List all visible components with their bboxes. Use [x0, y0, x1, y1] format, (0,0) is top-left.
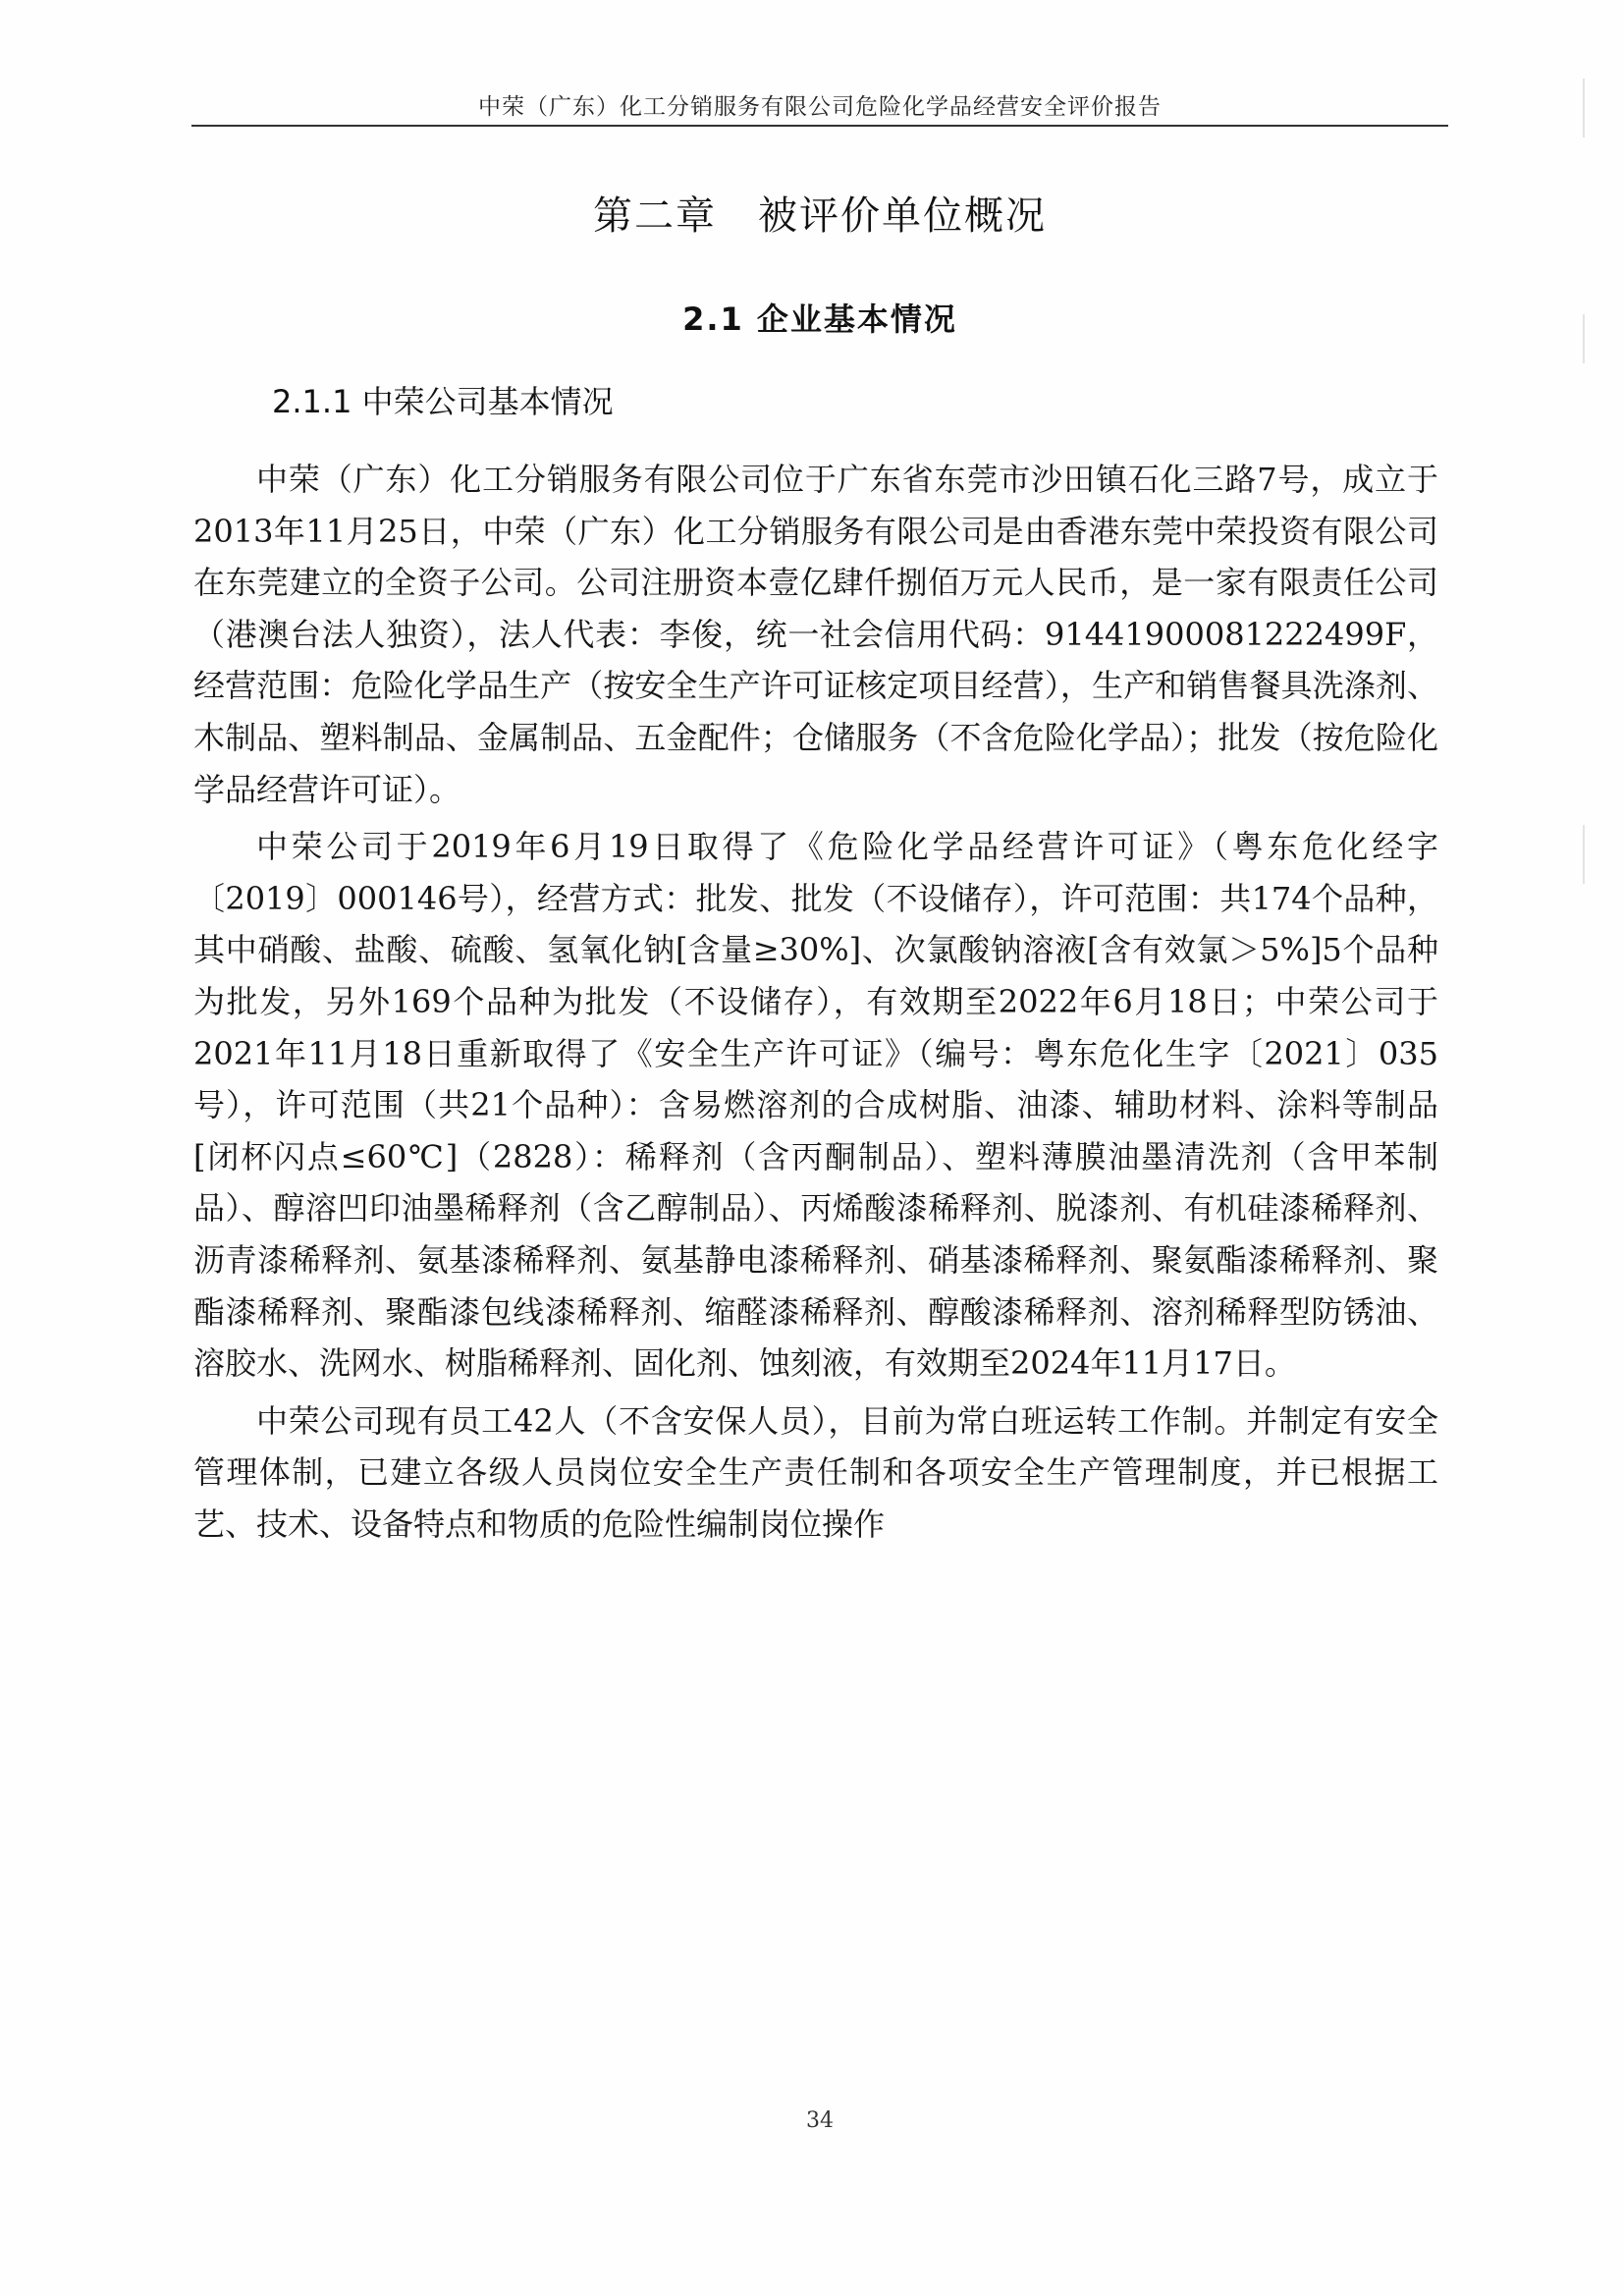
subsection-title: 2.1.1 中荣公司基本情况: [272, 383, 614, 420]
chapter-title: 第二章 被评价单位概况: [593, 193, 1047, 239]
page-number: 34: [806, 2108, 834, 2133]
section-title: 2.1 企业基本情况: [682, 301, 957, 338]
scan-artifact: [1583, 79, 1585, 137]
paragraph-staff: 中荣公司现有员工42人（不含安保人员），目前为常白班运转工作制。并制定有安全管理体制，已建立各级人员岗位安全生产责任制和各项安全生产管理制度，并已根据工艺、技术、设备特点和物质的危险性编制岗位操作: [193, 1401, 1438, 1543]
scan-artifact: [1583, 825, 1585, 884]
scan-artifact: [1583, 314, 1585, 363]
header-rule: [191, 125, 1448, 127]
paragraph-licenses: 中荣公司于2019年6月19日取得了《危险化学品经营许可证》（粤东危化经字〔2019〕000146号），经营方式：批发、批发（不设储存），许可范围：共174个品种，其中硝酸、盐酸、硫酸、氢氧化钠[含量≥30%]、次氯酸钠溶液[含有效氯＞5%]5个品种为批发，另外169个品种为批发（不设储存），有效期至2022年6月18日；中荣公司于2021年11月18日重新取得了《安全生产许可证》（编号：粤东危化生字〔2021〕035号），许可范围（共21个品种）：含易燃溶剂的合成树脂、油漆、辅助材料、涂料等制品[闭杯闪点≤60℃]（2828）：稀释剂（含丙酮制品）、塑料薄膜油墨清洗剂（含甲苯制品）、醇溶凹印油墨稀释剂（含乙醇制品）、丙烯酸漆稀释剂、脱漆剂、有机硅漆稀释剂、沥青漆稀释剂、氨基漆稀释剂、氨基静电漆稀释剂、硝基漆稀释剂、聚氨酯漆稀释剂、聚酯漆稀释剂、聚酯漆包线漆稀释剂、缩醛漆稀释剂、醇酸漆稀释剂、溶剂稀释型防锈油、溶胶水、洗网水、树脂稀释剂、固化剂、蚀刻液，有效期至2024年11月17日。: [193, 828, 1438, 1383]
paragraph-company-overview: 中荣（广东）化工分销服务有限公司位于广东省东莞市沙田镇石化三路7号，成立于2013年11月25日，中荣（广东）化工分销服务有限公司是由香港东莞中荣投资有限公司在东莞建立的全资子公司。公司注册资本壹亿肆仟捌佰万元人民币，是一家有限责任公司（港澳台法人独资），法人代表：李俊，统一社会信用代码：91441900081222499F，经营范围：危险化学品生产（按安全生产许可证核定项目经营），生产和销售餐具洗涤剂、木制品、塑料制品、金属制品、五金配件；仓储服务（不含危险化学品）；批发（按危险化学品经营许可证）。: [193, 461, 1438, 808]
running-header: 中荣（广东）化工分销服务有限公司危险化学品经营安全评价报告: [478, 94, 1162, 120]
body-text: [193, 454, 1438, 1556]
